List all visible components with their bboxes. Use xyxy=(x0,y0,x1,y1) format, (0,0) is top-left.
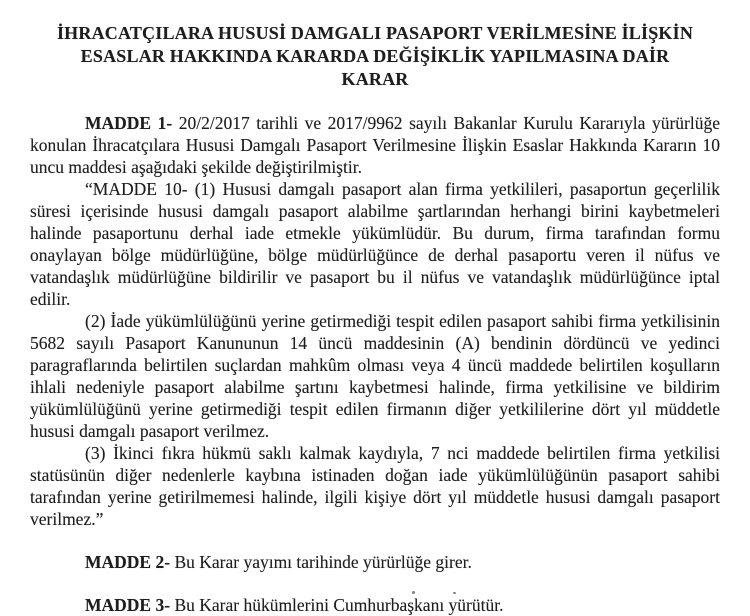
madde-10-fikra-2-text: (2) İade yükümlülüğünü yerine getirmediği tespit edilen pasaport sahibi firma yetkilisinin 5682 sayılı Pasaport Kanununun 14 üncü maddesinin (A) bendinin dördüncü ve yedinci paragraflarında belirtilen suçlardan mahkûm olması veya 4 üncü maddede belirtilen koşulların ihlali nedeniyle pasaport alabilme şartını kaybetmesi halinde, firma yetkilisine ve bildirim yükümlülüğünü yerine getirmediği tespit edilen firmanın diğer yetkililerine dört yıl müddetle hususi damgalı pasaport verilmez. xyxy=(30,311,720,441)
scan-artifact-speck xyxy=(453,592,456,594)
paragraph-madde-10-fikra-1 xyxy=(30,178,720,310)
paragraph-madde-10-fikra-3 xyxy=(30,442,720,530)
title-line-1: İHRACATÇILARA HUSUSİ DAMGALI PASAPORT VERİLMESİNE İLİŞKİN xyxy=(56,23,694,43)
madde-3-label: MADDE 3- xyxy=(85,595,171,615)
madde-10-fikra-3-text: (3) İkinci fıkra hükmü saklı kalmak kaydıyla, 7 nci maddede belirtilen firma yetkilisi statüsünün diğer nedenlerle kaybına istinaden doğan iade yükümlülüğünün pasaport sahibi tarafından yerine getirilmemesi halinde, ilgili kişiye dört yıl müddetle hususi damgalı pasaport verilmez.” xyxy=(30,443,720,529)
title-line-2: ESASLAR HAKKINDA KARARDA DEĞİŞİKLİK YAPILMASINA DAİR xyxy=(80,46,670,66)
madde-10-fikra-1-text: “MADDE 10- (1) Hususi damgalı pasaport alan firma yetkilileri, pasaportun geçerlilik süresi içerisinde hususi damgalı pasaport alabilme şartlarından herhangi birini kaybetmeleri halinde pasaportunu derhal iade etmekle yükümlüdür. Bu durum, firma tarafından formu onaylayan bölge müdürlüğüne, bölge müdürlüğünce de derhal pasaportu veren il nüfus ve vatandaşlık müdürlüğüne bildirilir ve pasaport bu il nüfus ve vatandaşlık müdürlüğünce iptal edilir. xyxy=(30,179,720,309)
title-line-3: KARAR xyxy=(341,69,409,89)
paragraph-madde-10-fikra-2 xyxy=(30,310,720,442)
madde-2-label: MADDE 2- xyxy=(85,552,171,572)
madde-2-text: Bu Karar yayımı tarihinde yürürlüğe girer. xyxy=(170,552,472,572)
scan-artifact-speck xyxy=(412,591,415,594)
paragraph-madde-2 xyxy=(30,551,720,573)
madde-1-text: 20/2/2017 tarihli ve 2017/9962 sayılı Bakanlar Kurulu Kararıyla yürürlüğe konulan İhracatçılara Hususi Damgalı Pasaport Verilmesine İlişkin Esaslar Hakkında Kararın 10 uncu maddesi aşağıdaki şekilde değiştirilmiştir. xyxy=(30,113,721,177)
paragraph-madde-1 xyxy=(30,112,720,178)
madde-3-text: Bu Karar hükümlerini Cumhurbaşkanı yürütür. xyxy=(170,595,504,615)
document-title xyxy=(40,22,710,91)
madde-1-label: MADDE 1- xyxy=(85,113,173,133)
